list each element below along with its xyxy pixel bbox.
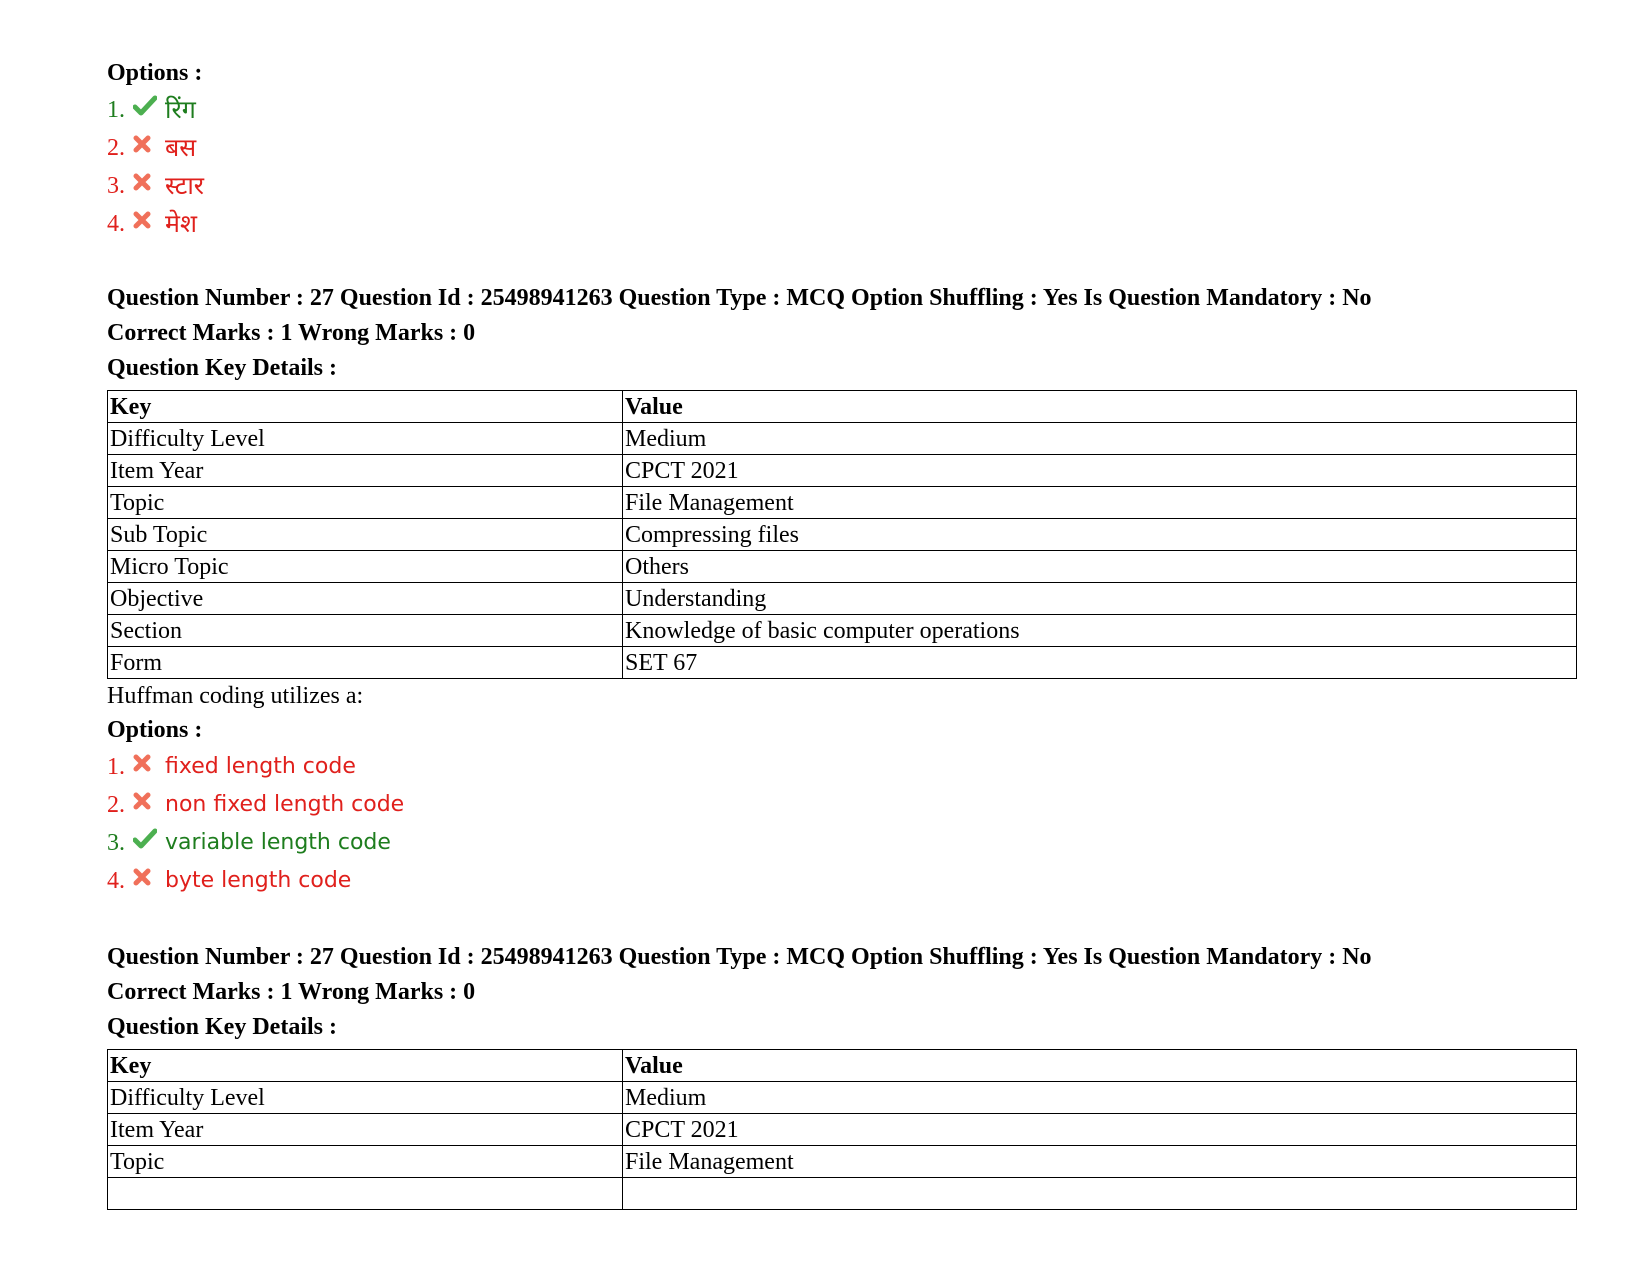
cross-icon — [133, 754, 165, 772]
key-cell: Difficulty Level — [108, 423, 623, 455]
option-text: fixed length code — [165, 754, 356, 779]
option-text: non fixed length code — [165, 792, 405, 817]
option-item — [107, 205, 1577, 243]
option-item — [107, 748, 1577, 786]
marks-line: Correct Marks : 1 Wrong Marks : 0 — [107, 320, 476, 346]
value-cell: Compressing files — [623, 519, 1577, 551]
option-number: 4. — [107, 211, 125, 237]
option-text: variable length code — [165, 830, 391, 855]
key-cell: Item Year — [108, 455, 623, 487]
value-cell: CPCT 2021 — [623, 455, 1577, 487]
key-details-table — [107, 390, 1577, 679]
option-number: 3. — [107, 173, 125, 199]
option-number: 2. — [107, 792, 125, 818]
table-header-row — [108, 391, 1577, 423]
option-text: मेश — [165, 209, 197, 238]
key-details-label: Question Key Details : — [107, 355, 337, 381]
table-header-key: Key — [108, 391, 623, 423]
table-row — [108, 615, 1577, 647]
marks-line: Correct Marks : 1 Wrong Marks : 0 — [107, 979, 476, 1005]
table-header-row — [108, 1050, 1577, 1082]
table-row — [108, 1178, 1577, 1210]
value-cell: File Management — [623, 1146, 1577, 1178]
option-text: बस — [165, 133, 197, 162]
value-cell: CPCT 2021 — [623, 1114, 1577, 1146]
option-item — [107, 786, 1577, 824]
key-cell: Section — [108, 615, 623, 647]
value-cell: Knowledge of basic computer operations — [623, 615, 1577, 647]
cross-icon — [133, 211, 165, 229]
value-cell: Others — [623, 551, 1577, 583]
option-item — [107, 129, 1577, 167]
value-cell: SET 67 — [623, 647, 1577, 679]
check-icon — [133, 828, 165, 850]
option-text: रिंग — [165, 95, 196, 124]
cross-icon — [133, 173, 165, 191]
table-row — [108, 487, 1577, 519]
option-number: 2. — [107, 135, 125, 161]
key-cell: Form — [108, 647, 623, 679]
table-row — [108, 519, 1577, 551]
value-cell: Medium — [623, 1082, 1577, 1114]
cross-icon — [133, 868, 165, 886]
option-number: 1. — [107, 97, 125, 123]
table-row — [108, 1082, 1577, 1114]
option-text: byte length code — [165, 868, 352, 893]
key-cell: Topic — [108, 487, 623, 519]
option-number: 4. — [107, 868, 125, 894]
value-cell: Medium — [623, 423, 1577, 455]
key-cell: Item Year — [108, 1114, 623, 1146]
option-item — [107, 862, 1577, 900]
key-details-label: Question Key Details : — [107, 1014, 337, 1040]
key-details-table — [107, 1049, 1577, 1210]
table-header-value: Value — [623, 391, 1577, 423]
option-item — [107, 91, 1577, 129]
value-cell — [623, 1178, 1577, 1210]
value-cell: File Management — [623, 487, 1577, 519]
table-row — [108, 647, 1577, 679]
page-bottom-margin — [0, 1225, 1651, 1275]
question-header: Question Number : 27 Question Id : 25498941263 Question Type : MCQ Option Shuffling : Yes Is Question Mandatory : No — [107, 944, 1372, 970]
key-cell: Micro Topic — [108, 551, 623, 583]
cross-icon — [133, 792, 165, 810]
option-number: 1. — [107, 754, 125, 780]
options-label: Options : — [107, 717, 203, 743]
key-cell: Sub Topic — [108, 519, 623, 551]
option-item — [107, 824, 1577, 862]
table-header-key: Key — [108, 1050, 623, 1082]
table-row — [108, 583, 1577, 615]
option-number: 3. — [107, 830, 125, 856]
question-text: Huffman coding utilizes a: — [107, 683, 364, 709]
option-item — [107, 167, 1577, 205]
table-row — [108, 551, 1577, 583]
options-list — [107, 91, 1577, 243]
table-header-value: Value — [623, 1050, 1577, 1082]
options-list — [107, 748, 1577, 900]
key-cell: Topic — [108, 1146, 623, 1178]
table-row — [108, 1114, 1577, 1146]
key-cell — [108, 1178, 623, 1210]
check-icon — [133, 95, 165, 117]
options-label: Options : — [107, 60, 203, 86]
table-row — [108, 423, 1577, 455]
document-page — [107, 56, 1577, 1210]
table-row — [108, 455, 1577, 487]
key-cell: Difficulty Level — [108, 1082, 623, 1114]
cross-icon — [133, 135, 165, 153]
table-row — [108, 1146, 1577, 1178]
option-text: स्टार — [165, 171, 205, 200]
value-cell: Understanding — [623, 583, 1577, 615]
key-cell: Objective — [108, 583, 623, 615]
question-header: Question Number : 27 Question Id : 25498941263 Question Type : MCQ Option Shuffling : Yes Is Question Mandatory : No — [107, 285, 1372, 311]
